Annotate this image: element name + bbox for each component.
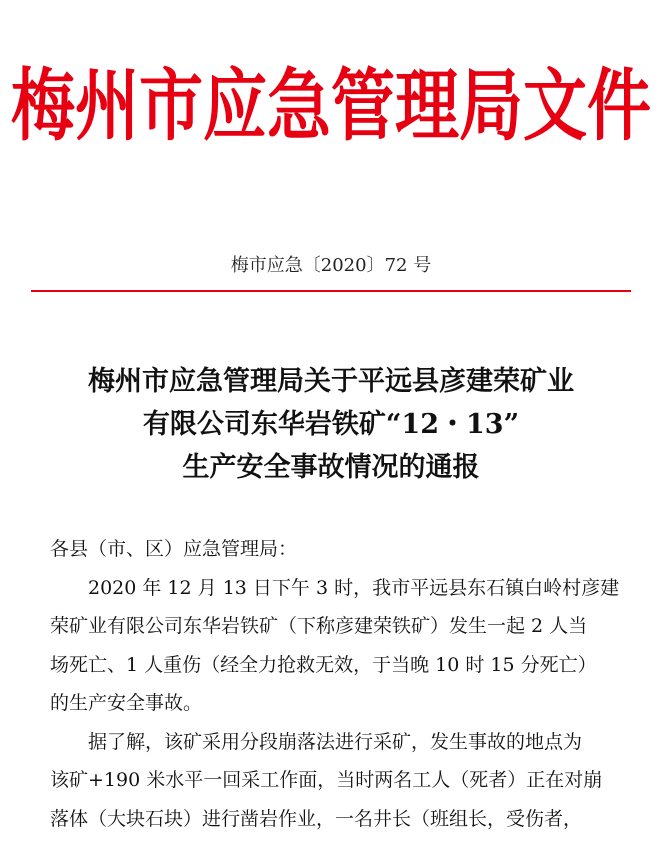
- masthead-title: 梅州市应急管理局文件: [11, 61, 651, 152]
- body-line-7: 落体（大块石块）进行凿岩作业，一名井长（班组长，受伤者，: [50, 807, 583, 830]
- body-line-6: 该矿+190 米水平一回采工作面，当时两名工人（死者）正在对崩: [50, 769, 603, 791]
- salutation: 各县（市、区）应急管理局：: [50, 538, 298, 560]
- notice-title-line-2: 有限公司东华岩铁矿“12・13”: [142, 409, 520, 440]
- notice-title: [0, 360, 662, 489]
- document-number: 梅市应急〔2020〕72 号: [230, 255, 432, 276]
- body-line-3: 场死亡、1 人重伤（经全力抢救无效，于当晚 10 时 15 分死亡）: [50, 653, 597, 676]
- body-line-2: 荣矿业有限公司东华岩铁矿（下称彦建荣铁矿）发生一起 2 人当: [50, 615, 588, 637]
- body-line-4: 的生产安全事故。: [50, 692, 203, 714]
- body-line-1: 2020 年 12 月 13 日下午 3 时，我市平远县东石镇白岭村彦建: [88, 576, 620, 599]
- body-line-5: 据了解，该矿采用分段崩落法进行采矿，发生事故的地点为: [88, 730, 583, 753]
- red-divider-line: [31, 290, 631, 292]
- notice-body: [50, 530, 646, 838]
- notice-title-line-3: 生产安全事故情况的通报: [182, 452, 480, 483]
- notice-title-line-1: 梅州市应急管理局关于平远县彦建荣矿业: [88, 366, 574, 397]
